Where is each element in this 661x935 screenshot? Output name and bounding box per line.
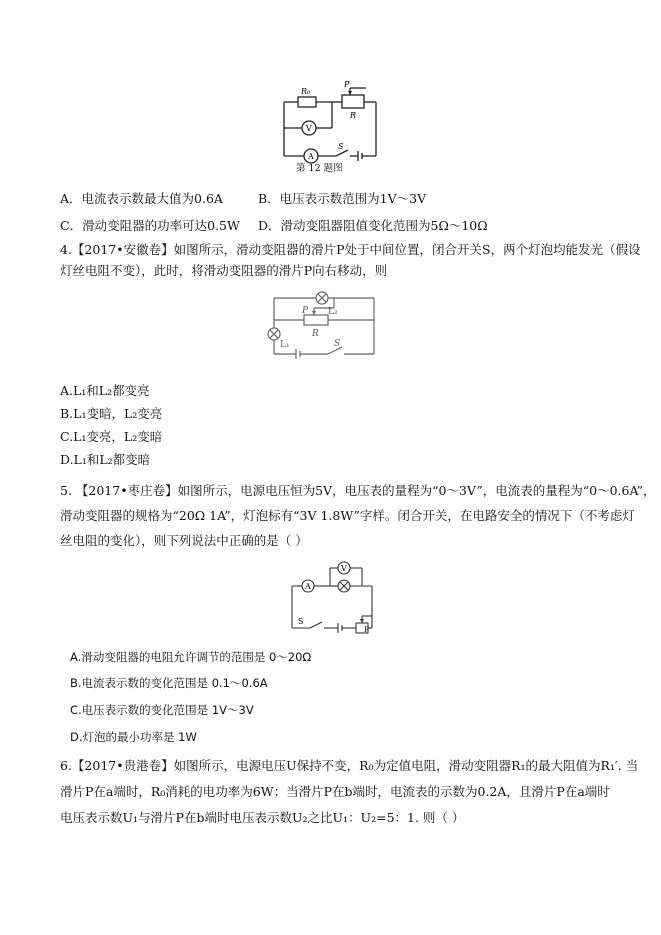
q5-stem-line2: 滑动变阻器的规格为“20Ω 1A”，灯泡标有“3V 1.8W”字样。闭合开关，在电路安全的情况下（不考虑灯: [60, 508, 635, 523]
q4-option-b: B.L₁变暗，L₂变亮: [60, 406, 163, 421]
fig12-r-label: R: [350, 111, 357, 120]
q5-option-c: C.电压表示数的变化范围是 1V～3V: [70, 703, 254, 717]
q6-stem-line2: 滑片P在a端时，R₀消耗的电功率为6W；当滑片P在b端时，电流表的示数为0.2A，且滑片P在a端时: [60, 784, 610, 799]
fig12-v-label: V: [306, 124, 312, 133]
figure-12-caption: 第 12 题图: [296, 163, 343, 174]
q3-option-a: A．电流表示数最大值为0.6A: [60, 191, 223, 206]
q5-option-b: B.电流表示数的变化范围是 0.1～0.6A: [70, 676, 268, 690]
fig5-v-label: V: [341, 564, 347, 573]
figure-q5-circuit: [286, 556, 378, 638]
fig5-s-label: S: [298, 617, 304, 626]
fig4-l2-label: L₂: [328, 307, 338, 317]
fig12-p-label: P: [344, 80, 350, 89]
q4-stem-line1: 4.【2017•安徽卷】如图所示，滑动变阻器的滑片P处于中间位置，闭合开关S，两个灯泡均能发光（假设: [60, 242, 641, 257]
fig4-l1-label: L₁: [280, 340, 290, 350]
q4-option-d: D.L₁和L₂都变暗: [60, 452, 151, 467]
q5-option-a: A.滑动变阻器的电阻允许调节的范围是 0～20Ω: [70, 650, 312, 664]
fig12-r0-label: R₀: [301, 87, 311, 96]
q6-stem-line3: 电压表示数U₁与滑片P在b端时电压表示数U₂之比U₁：U₂=5：1. 则（ ）: [60, 810, 465, 825]
fig12-s-label: S: [338, 142, 344, 151]
fig4-r-label: R: [312, 329, 319, 339]
q4-option-a: A.L₁和L₂都变亮: [60, 383, 150, 398]
q4-option-c: C.L₁变亮，L₂变暗: [60, 429, 163, 444]
fig4-p-label: P: [302, 306, 309, 316]
fig12-a-label: A: [308, 152, 314, 161]
q5-stem-line3: 丝电阻的变化），则下列说法中正确的是（ ）: [60, 533, 308, 548]
q5-stem-line1: 5. 【2017•枣庄卷】如图所示，电源电压恒为5V，电压表的量程为“0～3V”，电流表的量程为“0～0.6A”，: [60, 483, 656, 498]
q3-option-c: C．滑动变阻器的功率可达0.5W: [60, 218, 240, 233]
q6-stem-line1: 6.【2017•贵港卷】如图所示，电源电压U保持不变，R₀为定值电阻，滑动变阻器R₁的最大阻值为R₁′. 当: [60, 758, 639, 773]
fig5-p-label: P: [364, 626, 369, 634]
q3-option-b: B．电压表示数范围为1V～3V: [258, 191, 427, 206]
fig5-a-label: A: [305, 582, 311, 591]
q3-option-d: D．滑动变阻器阻值变化范围为5Ω～10Ω: [258, 218, 488, 233]
q4-stem-line2: 灯丝电阻不变），此时，将滑动变阻器的滑片P向右移动，则: [60, 263, 388, 278]
q5-option-d: D.灯泡的最小功率是 1W: [70, 730, 197, 744]
fig4-s-label: S: [334, 339, 341, 349]
figure-q4-circuit: [262, 284, 386, 366]
